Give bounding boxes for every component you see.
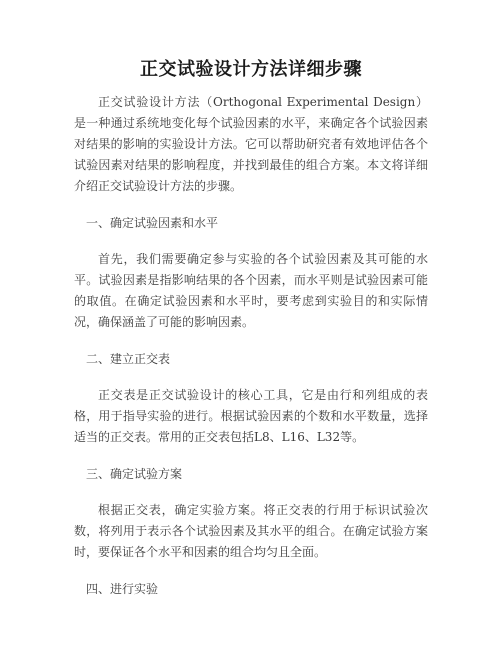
document-title: 正交试验设计方法详细步骤: [140, 59, 362, 80]
section-heading-3: 三、确定试验方案: [86, 467, 183, 481]
intro-paragraph: 正交试验设计方法（Orthogonal Experimental Design）是一种通过系统地变化每个试验因素的水平，来确定各个试验因素对结果的影响的实验设计方法。它可以帮助研究者有效地评估各个试验因素对结果的影响程度，并找到最佳的组合方案。本文将详细介绍正交试验设计方法的步骤。: [74, 95, 428, 193]
section-body-2: 正交表是正交试验设计的核心工具，它是由行和列组成的表格，用于指导实验的进行。根据试验因素的个数和水平数量，选择适当的正交表。常用的正交表包括L8、L16、L32等。: [74, 388, 428, 444]
section-heading-4: 四、进行实验: [86, 582, 159, 596]
section-heading-1: 一、确定试验因素和水平: [86, 216, 219, 230]
section-heading-2: 二、建立正交表: [86, 352, 171, 366]
section-body-1: 首先，我们需要确定参与实验的各个试验因素及其可能的水平。试验因素是指影响结果的各个因素，而水平则是试验因素可能的取值。在确定试验因素和水平时，要考虑到实验目的和实际情况，确保涵盖了可能的影响因素。: [74, 252, 428, 329]
section-body-3: 根据正交表，确定实验方案。将正交表的行用于标识试验次数，将列用于表示各个试验因素及其水平的组合。在确定试验方案时，要保证各个水平和因素的组合均匀且全面。: [74, 503, 428, 559]
